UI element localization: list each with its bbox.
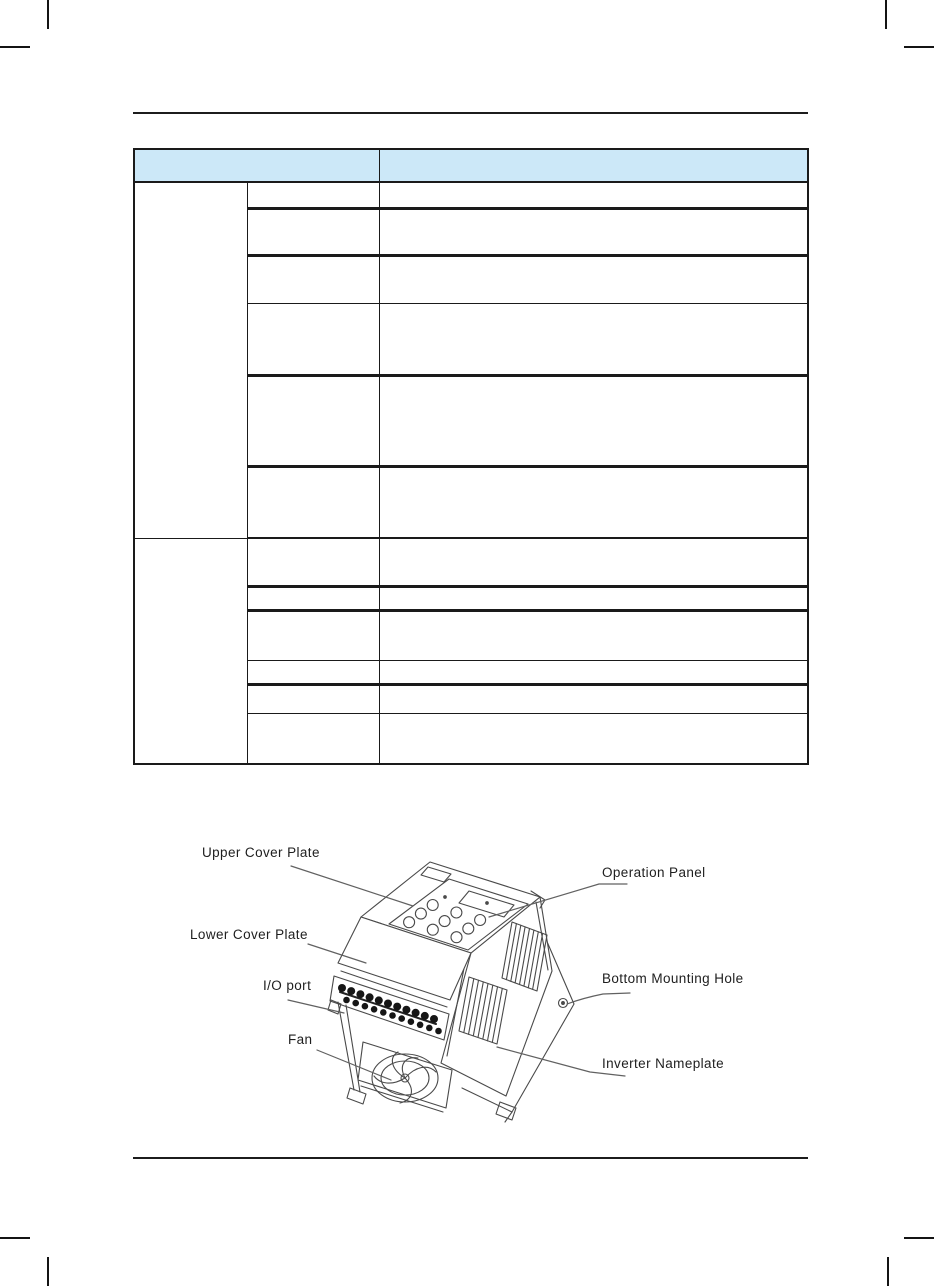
table-cell bbox=[379, 610, 808, 660]
table-cell bbox=[379, 586, 808, 610]
table-cell bbox=[247, 375, 379, 466]
table-cell bbox=[379, 182, 808, 208]
crop-mark-top-right-h bbox=[904, 46, 934, 48]
label-fan: Fan bbox=[288, 1032, 313, 1047]
label-lower-cover-plate: Lower Cover Plate bbox=[190, 927, 308, 942]
crop-mark-bottom-right-h bbox=[904, 1237, 934, 1239]
spec-table bbox=[133, 148, 809, 765]
table-header-cell bbox=[379, 149, 808, 182]
header-rule bbox=[133, 112, 808, 114]
table-header-cell bbox=[134, 149, 379, 182]
table-cell bbox=[247, 182, 379, 208]
table-cell bbox=[379, 684, 808, 713]
table-cell bbox=[379, 375, 808, 466]
table-cell bbox=[379, 466, 808, 538]
table-cell bbox=[379, 255, 808, 303]
table-cell bbox=[379, 660, 808, 684]
table-cell bbox=[247, 303, 379, 375]
table-cell bbox=[247, 255, 379, 303]
label-upper-cover-plate: Upper Cover Plate bbox=[202, 845, 320, 860]
crop-mark-bottom-left-v bbox=[47, 1257, 49, 1286]
label-io-port: I/O port bbox=[263, 978, 312, 993]
crop-mark-top-left-h bbox=[0, 46, 30, 48]
table-cell bbox=[379, 538, 808, 586]
table-cell bbox=[379, 713, 808, 764]
footer-rule bbox=[133, 1157, 808, 1159]
mounting-feet bbox=[328, 1000, 366, 1104]
table-cell bbox=[247, 610, 379, 660]
table-cell bbox=[247, 208, 379, 255]
table-group-cell bbox=[134, 538, 247, 764]
crop-mark-top-left-v bbox=[47, 0, 49, 29]
label-operation-panel: Operation Panel bbox=[602, 865, 706, 880]
table-cell bbox=[247, 538, 379, 586]
crop-mark-bottom-right-v bbox=[887, 1257, 889, 1286]
table-cell bbox=[247, 684, 379, 713]
table-group-cell bbox=[134, 182, 247, 538]
table-cell bbox=[247, 586, 379, 610]
table-cell bbox=[247, 466, 379, 538]
crop-mark-top-right-v bbox=[885, 0, 887, 29]
label-bottom-mounting-hole: Bottom Mounting Hole bbox=[602, 971, 744, 986]
fan-drawing bbox=[358, 1042, 452, 1112]
table-cell bbox=[379, 208, 808, 255]
table-cell bbox=[379, 303, 808, 375]
table-cell bbox=[247, 713, 379, 764]
crop-mark-bottom-left-h bbox=[0, 1237, 30, 1239]
table-cell bbox=[247, 660, 379, 684]
label-inverter-nameplate: Inverter Nameplate bbox=[602, 1056, 725, 1071]
